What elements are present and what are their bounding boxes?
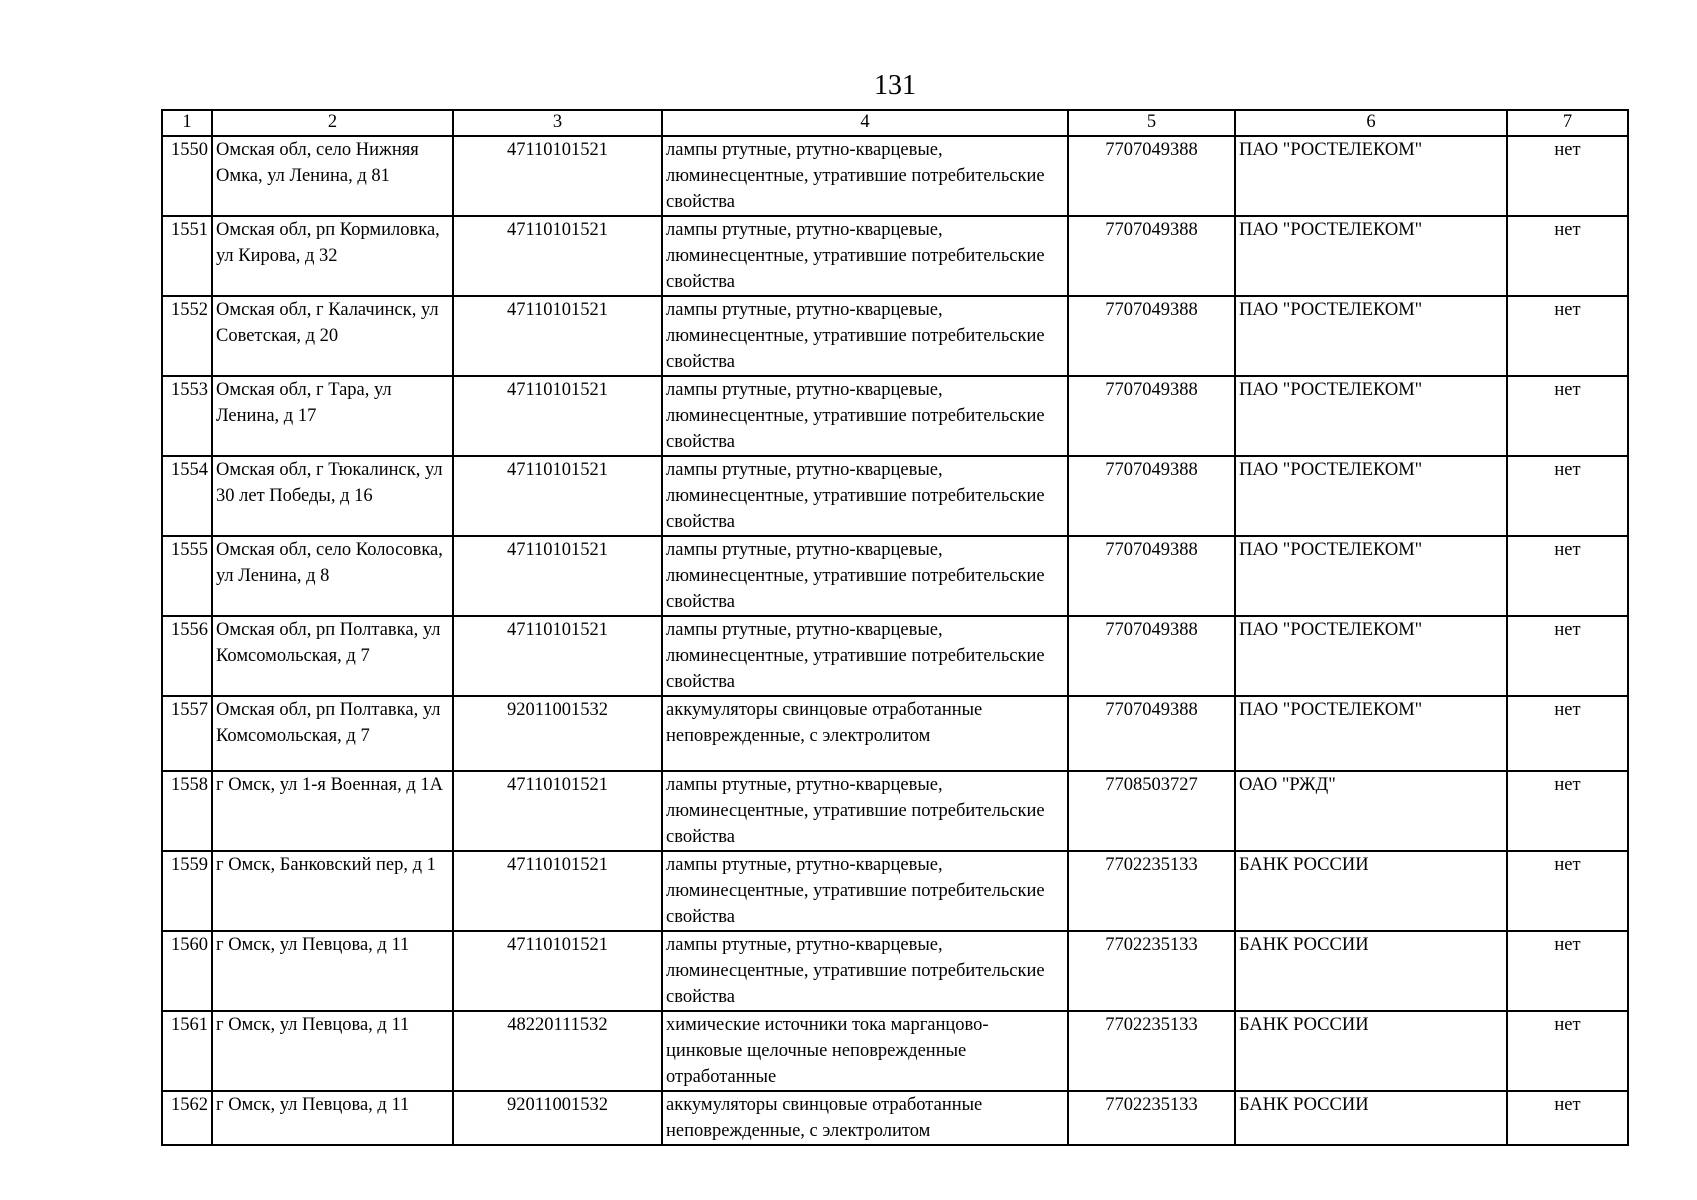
waste-description-cell: лампы ртутные, ртутно-кварцевые, люминесцентные, утратившие потребительские свойства — [662, 931, 1068, 1011]
row-number-cell: 1554 — [162, 456, 212, 536]
table-row — [162, 931, 1628, 1011]
address-cell: Омская обл, село Колосовка, ул Ленина, д 8 — [212, 536, 453, 616]
organization-cell: ПАО "РОСТЕЛЕКОМ" — [1235, 536, 1507, 616]
row-number-cell: 1555 — [162, 536, 212, 616]
inn-cell: 7702235133 — [1068, 1091, 1235, 1145]
address-cell: г Омск, ул Певцова, д 11 — [212, 1091, 453, 1145]
waste-code-cell: 48220111532 — [453, 1011, 662, 1091]
waste-code-cell: 47110101521 — [453, 771, 662, 851]
waste-code-cell: 47110101521 — [453, 536, 662, 616]
waste-description-cell: лампы ртутные, ртутно-кварцевые, люминесцентные, утратившие потребительские свойства — [662, 136, 1068, 216]
waste-description-cell: лампы ртутные, ртутно-кварцевые, люминесцентные, утратившие потребительские свойства — [662, 456, 1068, 536]
organization-cell: БАНК РОССИИ — [1235, 851, 1507, 931]
waste-description-cell: лампы ртутные, ртутно-кварцевые, люминесцентные, утратившие потребительские свойства — [662, 616, 1068, 696]
address-cell: Омская обл, село Нижняя Омка, ул Ленина, д 81 — [212, 136, 453, 216]
organization-cell: ПАО "РОСТЕЛЕКОМ" — [1235, 136, 1507, 216]
address-cell: Омская обл, г Тара, ул Ленина, д 17 — [212, 376, 453, 456]
flag-cell: нет — [1507, 136, 1628, 216]
flag-cell: нет — [1507, 376, 1628, 456]
waste-code-cell: 47110101521 — [453, 931, 662, 1011]
flag-cell: нет — [1507, 536, 1628, 616]
flag-cell: нет — [1507, 1091, 1628, 1145]
organization-cell: ПАО "РОСТЕЛЕКОМ" — [1235, 456, 1507, 536]
table-header-row — [162, 110, 1628, 136]
inn-cell: 7707049388 — [1068, 376, 1235, 456]
organization-cell: ПАО "РОСТЕЛЕКОМ" — [1235, 376, 1507, 456]
table-row — [162, 296, 1628, 376]
column-header: 5 — [1068, 110, 1235, 136]
flag-cell: нет — [1507, 296, 1628, 376]
table-row — [162, 616, 1628, 696]
inn-cell: 7707049388 — [1068, 536, 1235, 616]
row-number-cell: 1553 — [162, 376, 212, 456]
waste-code-cell: 47110101521 — [453, 376, 662, 456]
inn-cell: 7707049388 — [1068, 136, 1235, 216]
row-number-cell: 1550 — [162, 136, 212, 216]
address-cell: Омская обл, рп Полтавка, ул Комсомольская, д 7 — [212, 616, 453, 696]
inn-cell: 7702235133 — [1068, 1011, 1235, 1091]
table-row — [162, 1011, 1628, 1091]
waste-code-cell: 47110101521 — [453, 296, 662, 376]
waste-description-cell: лампы ртутные, ртутно-кварцевые, люминесцентные, утратившие потребительские свойства — [662, 771, 1068, 851]
waste-code-cell: 47110101521 — [453, 216, 662, 296]
waste-description-cell: аккумуляторы свинцовые отработанные неповрежденные, с электролитом — [662, 696, 1068, 771]
organization-cell: ПАО "РОСТЕЛЕКОМ" — [1235, 296, 1507, 376]
waste-description-cell: лампы ртутные, ртутно-кварцевые, люминесцентные, утратившие потребительские свойства — [662, 536, 1068, 616]
address-cell: г Омск, ул Певцова, д 11 — [212, 1011, 453, 1091]
table-row — [162, 1091, 1628, 1145]
table-row — [162, 536, 1628, 616]
table-row — [162, 851, 1628, 931]
flag-cell: нет — [1507, 851, 1628, 931]
organization-cell: БАНК РОССИИ — [1235, 1091, 1507, 1145]
waste-description-cell: аккумуляторы свинцовые отработанные неповрежденные, с электролитом — [662, 1091, 1068, 1145]
table-row — [162, 216, 1628, 296]
address-cell: г Омск, ул Певцова, д 11 — [212, 931, 453, 1011]
table-row — [162, 456, 1628, 536]
address-cell: Омская обл, рп Кормиловка, ул Кирова, д 32 — [212, 216, 453, 296]
inn-cell: 7708503727 — [1068, 771, 1235, 851]
column-header: 6 — [1235, 110, 1507, 136]
row-number-cell: 1562 — [162, 1091, 212, 1145]
flag-cell: нет — [1507, 1011, 1628, 1091]
flag-cell: нет — [1507, 771, 1628, 851]
organization-cell: ОАО "РЖД" — [1235, 771, 1507, 851]
waste-description-cell: лампы ртутные, ртутно-кварцевые, люминесцентные, утратившие потребительские свойства — [662, 296, 1068, 376]
inn-cell: 7707049388 — [1068, 456, 1235, 536]
waste-description-cell: лампы ртутные, ртутно-кварцевые, люминесцентные, утратившие потребительские свойства — [662, 216, 1068, 296]
column-header: 2 — [212, 110, 453, 136]
inn-cell: 7702235133 — [1068, 851, 1235, 931]
inn-cell: 7707049388 — [1068, 216, 1235, 296]
flag-cell: нет — [1507, 216, 1628, 296]
row-number-cell: 1556 — [162, 616, 212, 696]
row-number-cell: 1552 — [162, 296, 212, 376]
waste-code-cell: 92011001532 — [453, 696, 662, 771]
organization-cell: БАНК РОССИИ — [1235, 931, 1507, 1011]
row-number-cell: 1551 — [162, 216, 212, 296]
inn-cell: 7707049388 — [1068, 296, 1235, 376]
waste-code-cell: 47110101521 — [453, 456, 662, 536]
column-header: 3 — [453, 110, 662, 136]
row-number-cell: 1557 — [162, 696, 212, 771]
waste-description-cell: лампы ртутные, ртутно-кварцевые, люминесцентные, утратившие потребительские свойства — [662, 376, 1068, 456]
waste-code-cell: 47110101521 — [453, 851, 662, 931]
waste-code-cell: 47110101521 — [453, 616, 662, 696]
organization-cell: ПАО "РОСТЕЛЕКОМ" — [1235, 696, 1507, 771]
inn-cell: 7702235133 — [1068, 931, 1235, 1011]
address-cell: Омская обл, г Тюкалинск, ул 30 лет Победы, д 16 — [212, 456, 453, 536]
flag-cell: нет — [1507, 616, 1628, 696]
inn-cell: 7707049388 — [1068, 696, 1235, 771]
waste-code-cell: 92011001532 — [453, 1091, 662, 1145]
flag-cell: нет — [1507, 931, 1628, 1011]
table-row — [162, 136, 1628, 216]
waste-description-cell: лампы ртутные, ртутно-кварцевые, люминесцентные, утратившие потребительские свойства — [662, 851, 1068, 931]
flag-cell: нет — [1507, 696, 1628, 771]
flag-cell: нет — [1507, 456, 1628, 536]
address-cell: г Омск, ул 1-я Военная, д 1А — [212, 771, 453, 851]
table-row — [162, 696, 1628, 771]
inn-cell: 7707049388 — [1068, 616, 1235, 696]
column-header: 7 — [1507, 110, 1628, 136]
organization-cell: ПАО "РОСТЕЛЕКОМ" — [1235, 216, 1507, 296]
row-number-cell: 1561 — [162, 1011, 212, 1091]
organization-cell: ПАО "РОСТЕЛЕКОМ" — [1235, 616, 1507, 696]
address-cell: Омская обл, г Калачинск, ул Советская, д 20 — [212, 296, 453, 376]
address-cell: Омская обл, рп Полтавка, ул Комсомольская, д 7 — [212, 696, 453, 771]
table-row — [162, 376, 1628, 456]
column-header: 1 — [162, 110, 212, 136]
waste-description-cell: химические источники тока марганцово-цинковые щелочные неповрежденные отработанные — [662, 1011, 1068, 1091]
organization-cell: БАНК РОССИИ — [1235, 1011, 1507, 1091]
column-header: 4 — [662, 110, 1068, 136]
page-number: 131 — [874, 70, 916, 101]
waste-registry-table — [161, 109, 1629, 1146]
address-cell: г Омск, Банковский пер, д 1 — [212, 851, 453, 931]
row-number-cell: 1559 — [162, 851, 212, 931]
row-number-cell: 1558 — [162, 771, 212, 851]
row-number-cell: 1560 — [162, 931, 212, 1011]
table-row — [162, 771, 1628, 851]
waste-code-cell: 47110101521 — [453, 136, 662, 216]
